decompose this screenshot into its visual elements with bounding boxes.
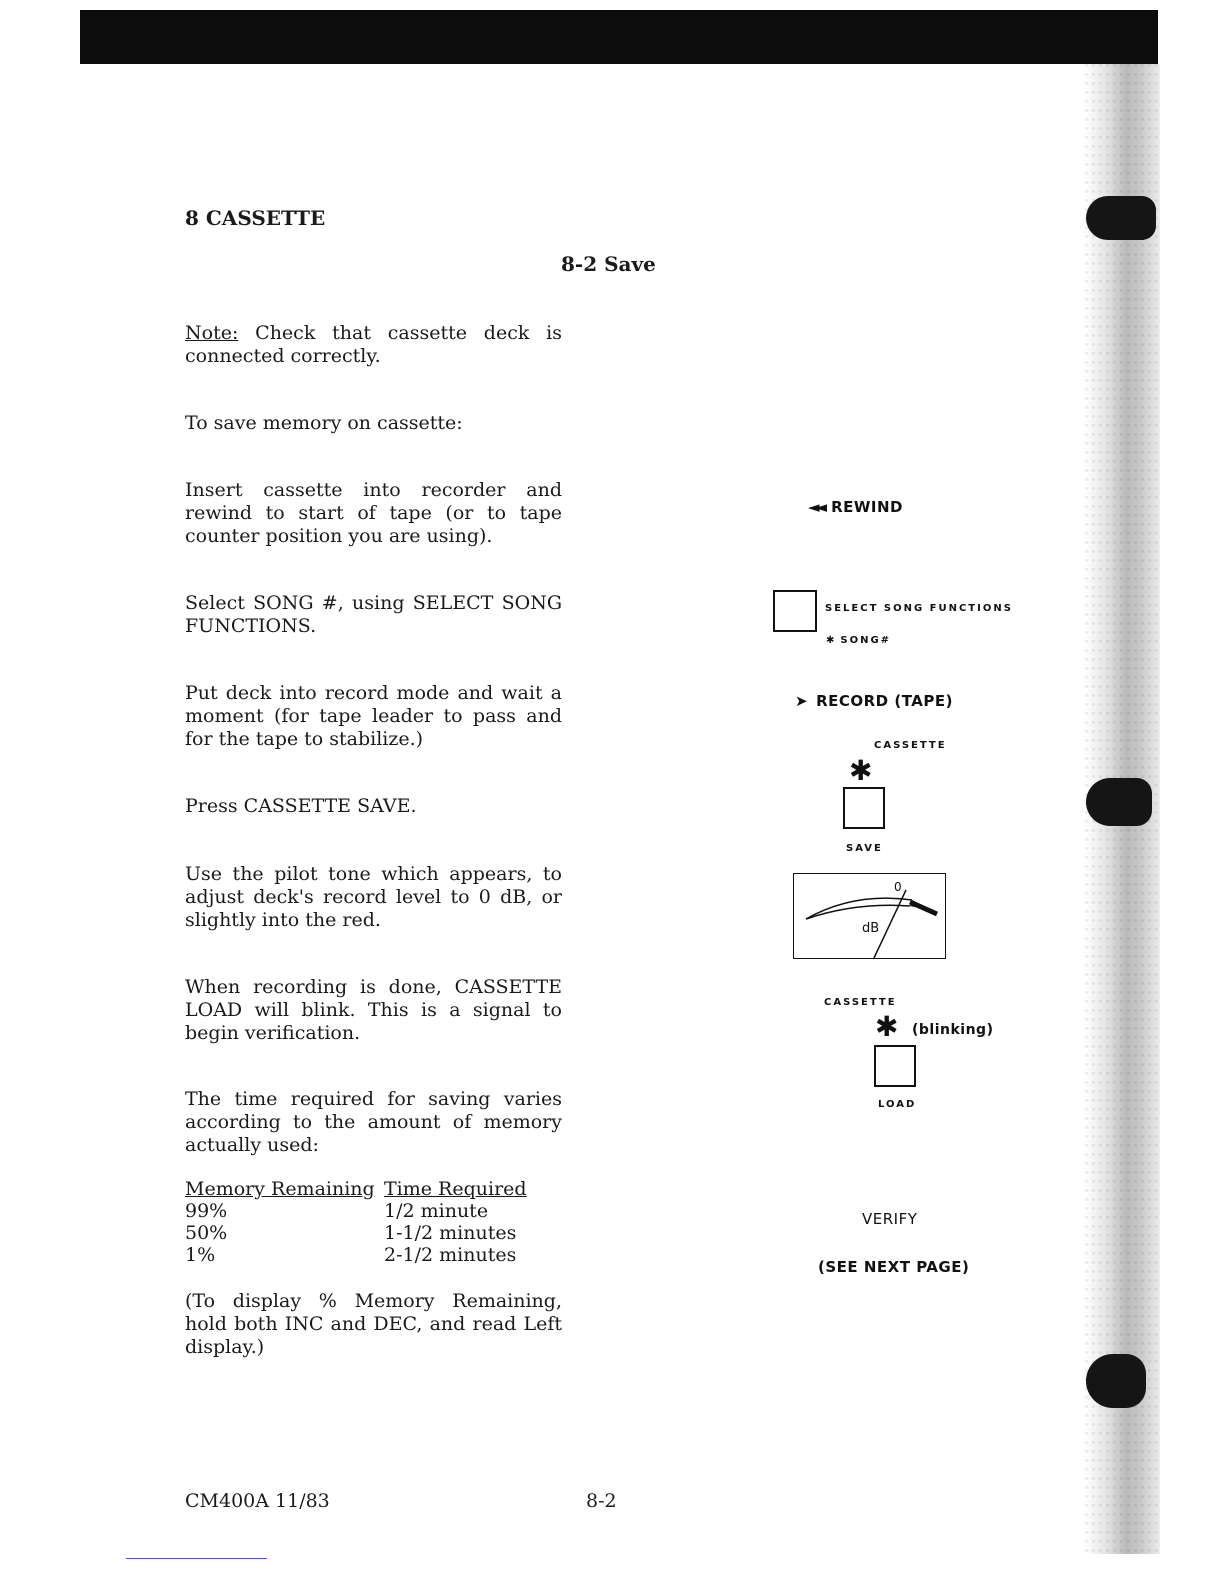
select-song-button <box>773 590 817 632</box>
led-star-icon: ✱ <box>875 1010 899 1043</box>
table-cell: 1/2 minute <box>384 1200 489 1222</box>
footer-doc-code: CM400A 11/83 <box>185 1490 330 1512</box>
table-cell: 50% <box>185 1222 228 1244</box>
record-indicator <box>795 692 953 710</box>
binder-ring-icon <box>1086 1354 1146 1408</box>
see-next-page-label: (SEE NEXT PAGE) <box>818 1258 970 1276</box>
note-paragraph <box>185 322 562 368</box>
save-label: SAVE <box>846 843 883 854</box>
star-icon: ✱ <box>826 635 837 646</box>
record-label: RECORD (TAPE) <box>816 692 953 710</box>
meter-needle-icon <box>794 874 945 958</box>
song-number-label: ✱ SONG# <box>826 635 892 646</box>
table-cell: 1% <box>185 1244 216 1266</box>
load-label: LOAD <box>878 1099 917 1110</box>
memory-time-table <box>185 1178 564 1266</box>
blinking-label: (blinking) <box>912 1022 994 1038</box>
table-row <box>185 1200 564 1222</box>
step-time-required: The time required for saving varies according to the amount of memory actually used: <box>185 1088 562 1156</box>
step-press-save: Press CASSETTE SAVE. <box>185 795 417 817</box>
step-select-song: Select SONG #, using SELECT SONG FUNCTIONS. <box>185 592 562 637</box>
intro-text: To save memory on cassette: <box>185 412 463 434</box>
display-note: (To display % Memory Remaining, hold both INC and DEC, and read Left display.) <box>185 1290 562 1358</box>
verify-label: VERIFY <box>862 1210 918 1228</box>
step-rewind: Insert cassette into recorder and rewind to start of tape (or to tape counter position you are using). <box>185 479 562 547</box>
column-header-time: Time Required <box>384 1178 527 1200</box>
subsection-title: 8-2 Save <box>561 252 656 276</box>
table-header <box>185 1178 564 1200</box>
play-arrow-icon: ➤ <box>795 692 809 710</box>
table-cell: 1-1/2 minutes <box>384 1222 517 1244</box>
note-text: Check that cassette deck is connected correctly. <box>185 322 562 367</box>
table-row <box>185 1222 564 1244</box>
section-title: 8 CASSETTE <box>185 206 326 230</box>
note-label: Note: <box>185 322 239 344</box>
scan-artifact-line <box>126 1558 267 1559</box>
step-verify-signal: When recording is done, CASSETTE LOAD will blink. This is a signal to begin verification. <box>185 976 562 1044</box>
led-star-icon: ✱ <box>849 754 873 787</box>
binder-ring-icon <box>1086 778 1152 826</box>
step-record-mode: Put deck into record mode and wait a moment (for tape leader to pass and for the tape to stabilize.) <box>185 682 562 750</box>
binder-ring-icon <box>1086 196 1156 240</box>
rewind-indicator <box>808 498 903 516</box>
rewind-icon: ◄◄ <box>808 498 824 516</box>
meter-db-label: dB <box>862 921 880 936</box>
record-level-meter <box>793 873 946 959</box>
column-header-memory: Memory Remaining <box>185 1178 375 1200</box>
table-row <box>185 1244 564 1266</box>
top-black-bar <box>80 10 1158 64</box>
cassette-save-title: CASSETTE <box>874 740 947 751</box>
rewind-label: REWIND <box>831 498 904 516</box>
page-number: 8-2 <box>586 1490 617 1512</box>
cassette-save-button <box>843 787 885 829</box>
step-pilot-tone: Use the pilot tone which appears, to adjust deck's record level to 0 dB, or slightly into the red. <box>185 863 562 931</box>
cassette-load-title: CASSETTE <box>824 997 897 1008</box>
cassette-load-button <box>874 1045 916 1087</box>
table-cell: 2-1/2 minutes <box>384 1244 517 1266</box>
meter-zero-label: 0 <box>894 880 902 894</box>
table-cell: 99% <box>185 1200 228 1222</box>
select-song-label: SELECT SONG FUNCTIONS <box>825 603 1013 614</box>
